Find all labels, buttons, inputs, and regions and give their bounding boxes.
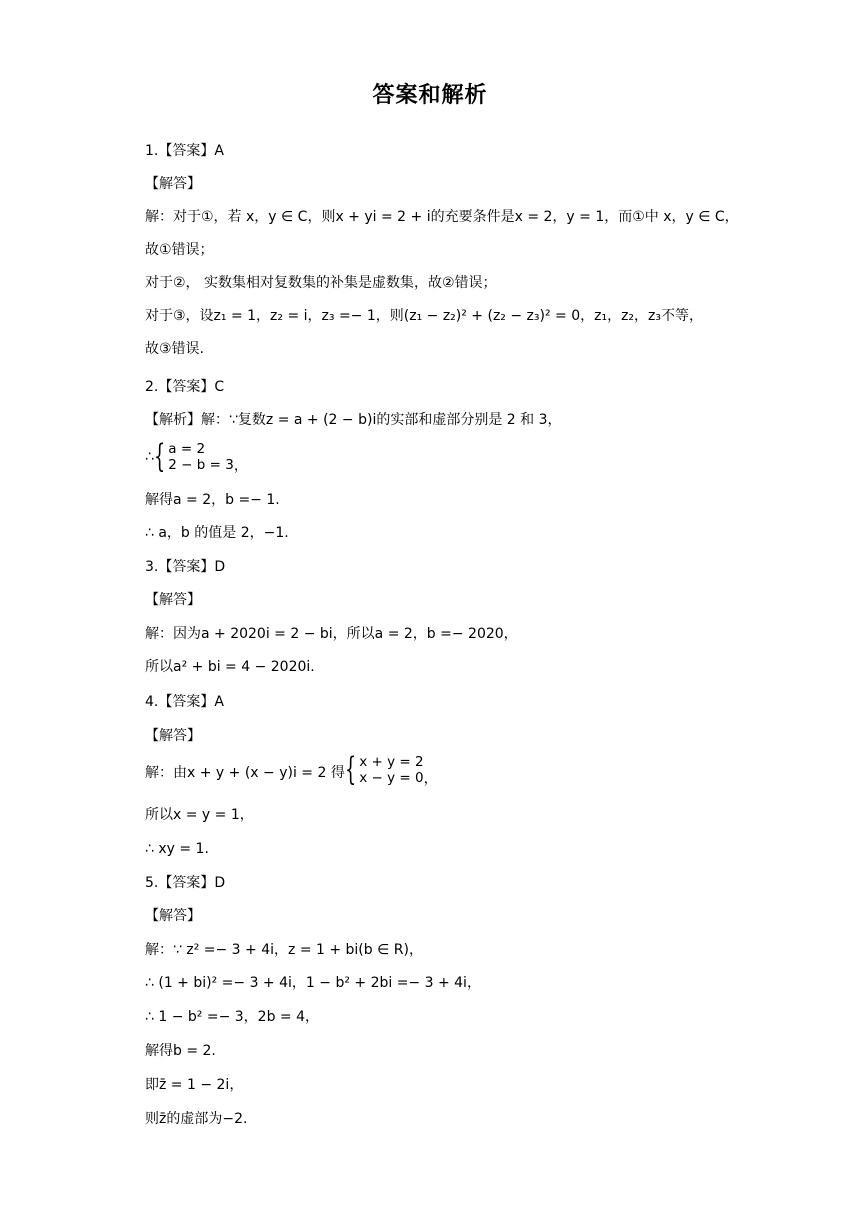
q1-line-3: 对于②， 实数集相对复数集的补集是虚数集，故②错误； bbox=[145, 275, 497, 291]
q2-line-3: ∴ a，b 的值是 2，−1. bbox=[145, 525, 289, 541]
q1-answer: 1.【答案】A bbox=[145, 143, 224, 159]
system-row-1: x + y = 2 bbox=[359, 754, 424, 770]
system-tail: ， bbox=[423, 771, 438, 787]
q4-answer: 4.【答案】A bbox=[145, 694, 224, 710]
q5-line-5: 即z̄ = 1 − 2i， bbox=[145, 1077, 244, 1093]
q1-line-2: 故①错误； bbox=[145, 242, 214, 258]
q4-equation-system bbox=[145, 750, 438, 788]
q4-solution-heading: 【解答】 bbox=[145, 728, 201, 744]
q5-line-6: 则z̄的虚部为−2. bbox=[145, 1111, 248, 1127]
page-title: 答案和解析 bbox=[372, 83, 488, 108]
q1-line-4: 对于③，设z₁ = 1，z₂ = i，z₃ =− 1，则(z₁ − z₂)² + (z₂ − z₃)² = 0，z₁，z₂，z₃不等， bbox=[145, 308, 703, 324]
system-row-2: x − y = 0 bbox=[359, 770, 424, 786]
q1-line-5: 故③错误. bbox=[145, 341, 205, 357]
q5-line-1: 解：∵ z² =− 3 + 4i，z = 1 + bi(b ∈ R)， bbox=[145, 942, 423, 958]
q5-solution-heading: 【解答】 bbox=[145, 908, 201, 924]
q2-equation-system bbox=[145, 437, 248, 475]
q2-line-2: 解得a = 2，b =− 1. bbox=[145, 492, 280, 508]
q3-answer: 3.【答案】D bbox=[145, 559, 226, 575]
q4-line-1: 解：由x + y + (x − y)i = 2 得 bbox=[145, 765, 345, 781]
system-row-2: 2 − b = 3 bbox=[168, 457, 234, 473]
q3-line-1: 解：因为a + 2020i = 2 − bi，所以a = 2，b =− 2020， bbox=[145, 626, 518, 642]
q5-line-3: ∴ 1 − b² =− 3，2b = 4， bbox=[145, 1009, 319, 1025]
q1-line-1: 解：对于①，若 x，y ∈ C，则x + yi = 2 + i的充要条件是x = 2，y = 1，而①中 x，y ∈ C， bbox=[145, 209, 739, 225]
left-brace: { bbox=[344, 750, 357, 788]
q4-line-2: 所以x = y = 1， bbox=[145, 807, 254, 823]
left-brace: { bbox=[153, 437, 166, 475]
therefore-symbol: ∴ bbox=[145, 449, 154, 465]
q1-solution-heading: 【解答】 bbox=[145, 176, 201, 192]
q2-line-1: 【解析】解：∵复数z = a + (2 − b)i的实部和虚部分别是 2 和 3， bbox=[145, 412, 562, 428]
q5-line-2: ∴ (1 + bi)² =− 3 + 4i，1 − b² + 2bi =− 3 + 4i， bbox=[145, 975, 481, 991]
q2-answer: 2.【答案】C bbox=[145, 379, 225, 395]
q4-line-3: ∴ xy = 1. bbox=[145, 841, 209, 857]
system-tail: ， bbox=[233, 458, 248, 474]
q3-solution-heading: 【解答】 bbox=[145, 592, 201, 608]
q5-line-4: 解得b = 2. bbox=[145, 1043, 216, 1059]
system-row-1: a = 2 bbox=[168, 441, 206, 457]
q3-line-2: 所以a² + bi = 4 − 2020i. bbox=[145, 659, 315, 675]
q5-answer: 5.【答案】D bbox=[145, 875, 226, 891]
